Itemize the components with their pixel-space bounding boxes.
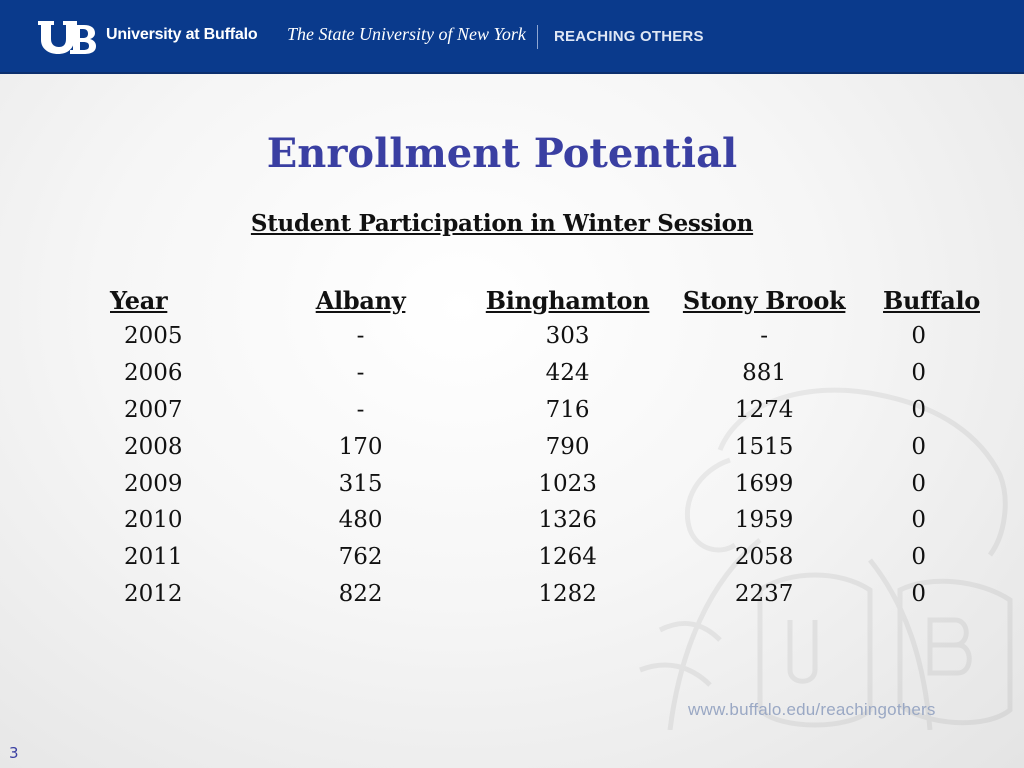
table-header-row (110, 282, 980, 318)
header-divider (537, 25, 538, 49)
cell-albany: 480 (338, 507, 383, 534)
university-name: University at Buffalo (106, 26, 258, 43)
cell-year: 2008 (124, 433, 183, 460)
slide-title: Enrollment Potential (266, 130, 738, 177)
table-subtitle: Student Participation in Winter Session (250, 210, 754, 237)
cell-stony-brook: 1274 (734, 396, 794, 423)
cell-stony-brook: 2058 (734, 544, 794, 571)
cell-stony-brook: 1959 (734, 507, 794, 534)
cell-albany: - (356, 360, 365, 387)
enrollment-table (110, 282, 980, 612)
cell-buffalo: 0 (911, 396, 926, 423)
cell-binghamton: 1282 (538, 580, 597, 607)
cell-year: 2010 (124, 507, 183, 534)
cell-buffalo: 0 (911, 507, 926, 534)
cell-albany: 170 (338, 433, 383, 460)
cell-year: 2005 (124, 323, 183, 350)
header-stony-brook: Stony Brook (682, 285, 846, 315)
cell-year: 2006 (124, 360, 183, 387)
cell-buffalo: 0 (911, 544, 926, 571)
cell-year: 2012 (124, 580, 183, 607)
cell-albany: 822 (338, 580, 383, 607)
cell-binghamton: 716 (545, 396, 590, 423)
table-row (110, 392, 980, 429)
table-row (110, 428, 980, 465)
cell-buffalo: 0 (911, 580, 926, 607)
cell-albany: - (356, 323, 365, 350)
cell-binghamton: 1023 (538, 470, 597, 497)
cell-stony-brook: - (760, 323, 769, 350)
table-row (110, 576, 980, 613)
footer-url: www.buffalo.edu/reachingothers (688, 700, 936, 719)
cell-binghamton: 303 (545, 323, 590, 350)
table-row (110, 318, 980, 355)
ub-logo-icon (36, 17, 98, 55)
cell-binghamton: 790 (545, 433, 590, 460)
cell-buffalo: 0 (911, 433, 926, 460)
cell-stony-brook: 2237 (734, 580, 794, 607)
table-row (110, 539, 980, 576)
table-row (110, 465, 980, 502)
state-university-name: The State University of New York (287, 24, 526, 44)
cell-stony-brook: 1699 (734, 470, 794, 497)
cell-binghamton: 1264 (538, 544, 597, 571)
table-row (110, 355, 980, 392)
header-bar (0, 0, 1024, 74)
cell-binghamton: 424 (545, 360, 590, 387)
slide-number: 3 (9, 744, 19, 762)
header-buffalo: Buffalo (883, 285, 980, 315)
header-year: Year (110, 285, 168, 315)
cell-buffalo: 0 (911, 470, 926, 497)
cell-year: 2007 (124, 396, 183, 423)
cell-year: 2009 (124, 470, 183, 497)
table-row (110, 502, 980, 539)
cell-stony-brook: 1515 (734, 433, 794, 460)
cell-albany: 315 (338, 470, 383, 497)
cell-albany: - (356, 396, 365, 423)
header-tagline: REACHING OTHERS (554, 28, 704, 45)
header-binghamton: Binghamton (485, 285, 650, 315)
cell-year: 2011 (124, 544, 183, 571)
cell-binghamton: 1326 (538, 507, 597, 534)
header-albany: Albany (315, 285, 406, 315)
cell-buffalo: 0 (911, 323, 926, 350)
cell-albany: 762 (338, 544, 383, 571)
cell-buffalo: 0 (911, 360, 926, 387)
cell-stony-brook: 881 (742, 360, 787, 387)
